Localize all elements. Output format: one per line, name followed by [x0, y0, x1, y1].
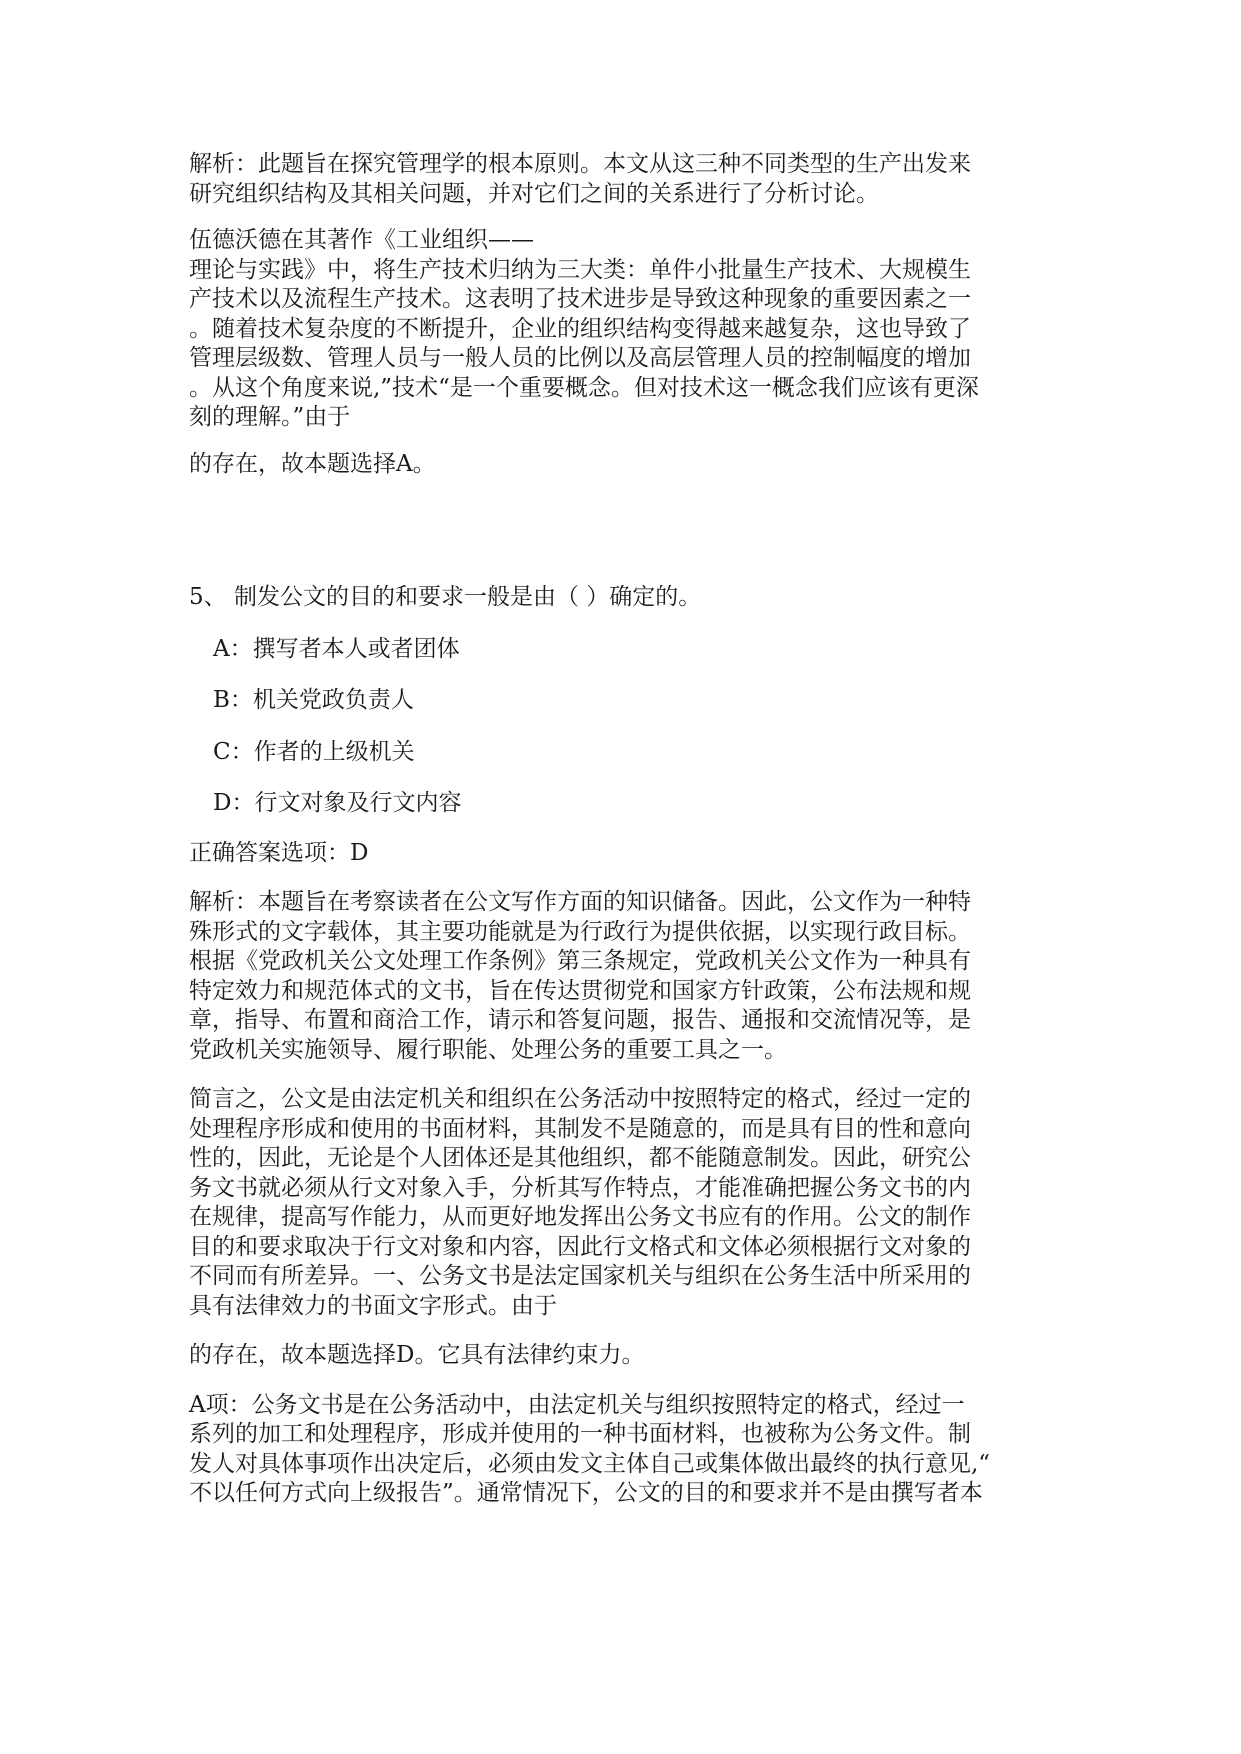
option-b: B：机关党政负责人: [213, 687, 414, 713]
analysis-paragraph-2: 解析：本题旨在考察读者在公文写作方面的知识储备。因此，公文作为一种特 殊形式的文字载体，其主要功能就是为行政行为提供依据，以实现行政目标。 根据《党政机关公文处理工作条例》第三条规定，党政机关公文作为一种具有 特定效力和规范体式的文书，旨在传达贯彻党和国家方针政策，公布法规和规 章，指导、布置和商洽工作，请示和答复问题，报告、通报和交流情况等，是 党政机关实施领导、履行职能、处理公务的重要工具之一。: [189, 889, 971, 1063]
analysis-paragraph-1: 解析：此题旨在探究管理学的根本原则。本文从这三种不同类型的生产出发来 研究组织结构及其相关问题，并对它们之间的关系进行了分析讨论。: [189, 151, 971, 207]
conclusion-paragraph-1: 的存在，故本题选择A。: [189, 450, 436, 477]
question-5-stem: 5、 制发公文的目的和要求一般是由（ ）确定的。: [189, 584, 702, 610]
document-page: [189, 150, 1049, 1509]
option-d: D：行文对象及行文内容: [213, 790, 462, 816]
option-a-explanation: A项：公务文书是在公务活动中，由法定机关与组织按照特定的格式，经过一 系列的加工和处理程序，形成并使用的一种书面材料，也被称为公务文件。制 发人对具体事项作出决定后，必须由发文主体自己或集体做出最终的执行意见,“ 不以任何方式向上级报告”。通常情况下，公文的目的和要求并不是由撰写者本: [189, 1391, 991, 1506]
summary-paragraph: 简言之，公文是由法定机关和组织在公务活动中按照特定的格式，经过一定的 处理程序形成和使用的书面材料，其制发不是随意的，而是具有目的性和意向 性的，因此，无论是个人团体还是其他组织，都不能随意制发。因此，研究公 务文书就必须从行文对象入手，分析其写作特点，才能准确把握公务文书的内 在规律，提高写作能力，从而更好地发挥出公务文书应有的作用。公文的制作 目的和要求取决于行文对象和内容，因此行文格式和文体必须根据行文对象的 不同而有所差异。一、公务文书是法定国家机关与组织在公务生活中所采用的 具有法律效力的书面文字形式。由于: [189, 1086, 971, 1319]
correct-answer: 正确答案选项：D: [189, 839, 369, 866]
woodward-paragraph: 伍德沃德在其著作《工业组织—— 理论与实践》中，将生产技术归纳为三大类：单件小批量生产技术、大规模生 产技术以及流程生产技术。这表明了技术进步是导致这种现象的重要因素之一 。随着技术复杂度的不断提升，企业的组织结构变得越来越复杂，这也导致了 管理层级数、管理人员与一般人员的比例以及高层管理人员的控制幅度的增加 。从这个角度来说,”技术“是一个重要概念。但对技术这一概念我们应该有更深 刻的理解。”由于: [189, 227, 979, 430]
option-c: C：作者的上级机关: [213, 738, 415, 765]
option-a: A：撰写者本人或者团体: [213, 635, 460, 662]
conclusion-paragraph-2: 的存在，故本题选择D。它具有法律约束力。: [189, 1342, 645, 1368]
